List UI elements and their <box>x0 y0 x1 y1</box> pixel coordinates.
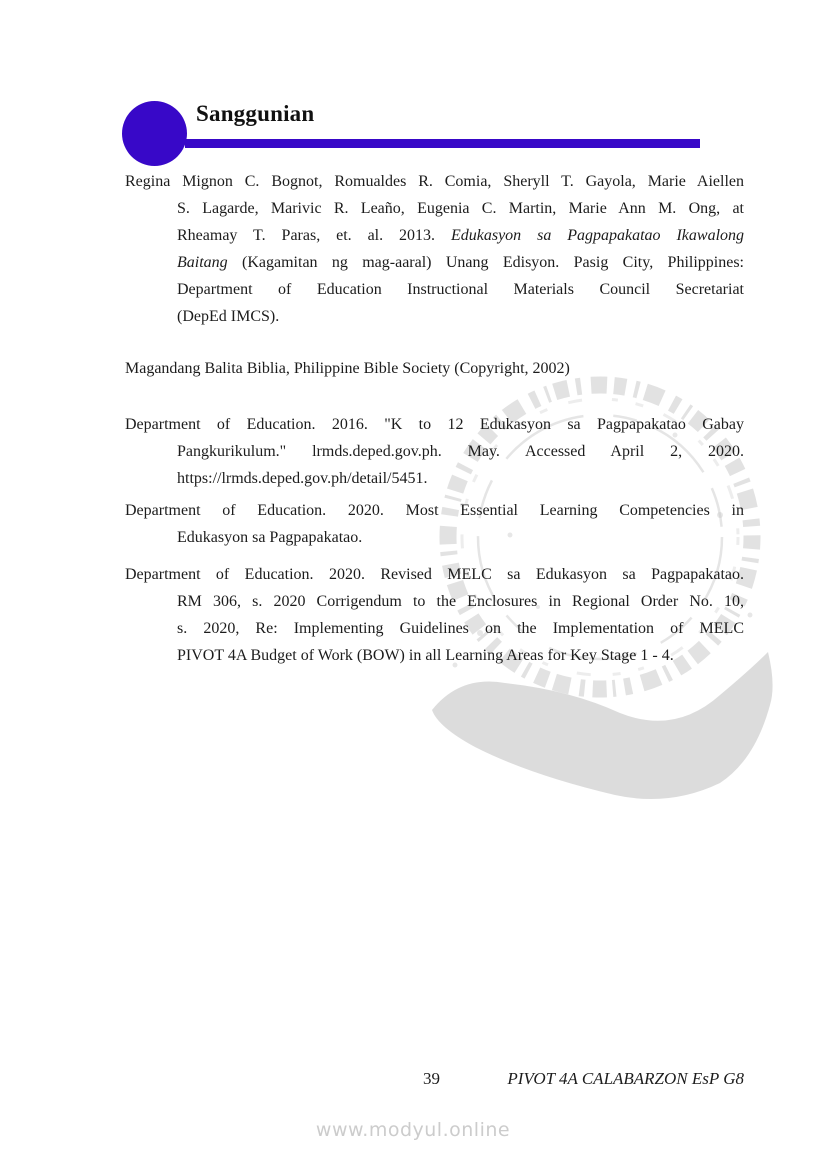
reference-text: Magandang Balita Biblia, Philippine Bible Society (Copyright, 2002) <box>125 360 570 377</box>
reference-line <box>125 411 744 438</box>
page-title: Sanggunian <box>196 101 315 126</box>
reference-text: PIVOT 4A Budget of Work (BOW) in all Learning Areas for Key Stage 1 - 4. <box>177 647 674 664</box>
reference-text: Pangkurikulum." lrmds.deped.gov.ph. May. Accessed April 2, 2020. <box>177 443 744 460</box>
reference-line <box>125 497 744 524</box>
reference-line <box>125 168 744 195</box>
reference-line <box>177 249 744 276</box>
reference-text-italic: Edukasyon sa Pagpapakatao Ikawalong <box>450 227 744 244</box>
reference-text: Department of Education Instructional Materials Council Secretariat <box>177 281 744 298</box>
section-bullet-circle <box>122 101 187 166</box>
reference-text: Department of Education. 2020. Most Essential Learning Competencies in <box>125 502 744 519</box>
reference-text: s. 2020, Re: Implementing Guidelines on the Implementation of MELC <box>177 620 744 637</box>
reference-text: Regina Mignon C. Bognot, Romualdes R. Comia, Sheryll T. Gayola, Marie Aiellen <box>125 173 744 190</box>
reference-line <box>177 524 744 551</box>
reference-entry <box>125 355 744 382</box>
footer-edition-label: PIVOT 4A CALABARZON EsP G8 <box>507 1069 744 1088</box>
reference-line <box>177 195 744 222</box>
site-watermark: www.modyul.online <box>315 1119 511 1141</box>
title-underline-rule <box>185 139 700 148</box>
reference-line <box>125 355 744 382</box>
reference-text: Department of Education. 2016. "K to 12 Edukasyon sa Pagpapakatao Gabay <box>125 416 744 433</box>
reference-line <box>177 588 744 615</box>
reference-text: Rheamay T. Paras, et. al. 2013. <box>177 227 451 244</box>
reference-line <box>177 465 744 492</box>
page-number: 39 <box>423 1069 440 1088</box>
stamp-blob <box>432 652 773 799</box>
reference-line <box>177 303 744 330</box>
reference-text: https://lrmds.deped.gov.ph/detail/5451. <box>177 470 428 487</box>
reference-entry <box>125 411 744 492</box>
reference-text-italic: Baitang <box>177 254 228 271</box>
reference-line <box>177 438 744 465</box>
reference-line <box>177 222 744 249</box>
reference-text: (Kagamitan ng mag-aaral) Unang Edisyon. Pasig City, Philippines: <box>227 254 744 271</box>
reference-line <box>177 642 744 669</box>
reference-text: Department of Education. 2020. Revised MELC sa Edukasyon sa Pagpapakatao. <box>125 566 744 583</box>
references-list <box>125 168 744 669</box>
reference-text: S. Lagarde, Marivic R. Leaño, Eugenia C. Martin, Marie Ann M. Ong, at <box>177 200 744 217</box>
reference-text: RM 306, s. 2020 Corrigendum to the Enclosures in Regional Order No. 10, <box>177 593 744 610</box>
reference-entry <box>125 168 744 330</box>
reference-line <box>125 561 744 588</box>
reference-entry <box>125 561 744 669</box>
reference-line <box>177 276 744 303</box>
reference-entry <box>125 497 744 551</box>
reference-line <box>177 615 744 642</box>
reference-text: Edukasyon sa Pagpapakatao. <box>177 529 363 546</box>
reference-text: (DepEd IMCS). <box>177 308 280 325</box>
